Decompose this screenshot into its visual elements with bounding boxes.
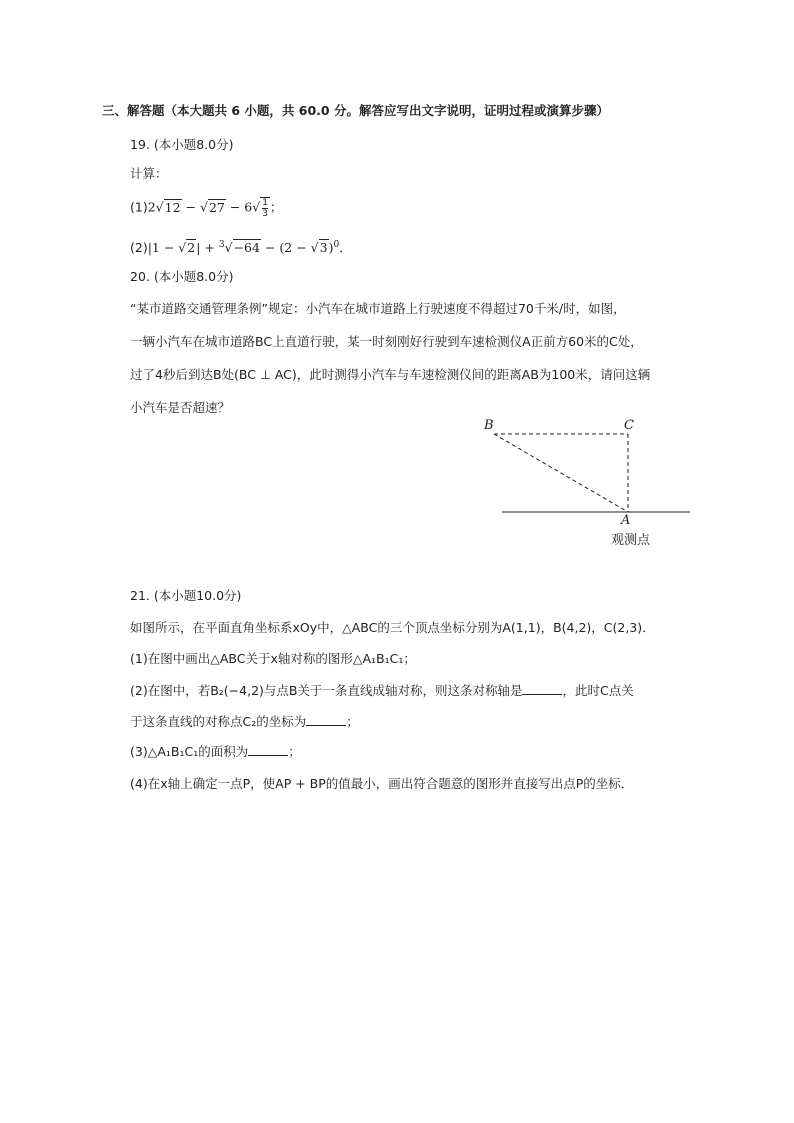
q19-item1-label: (1): [130, 199, 148, 215]
answer-blank-area[interactable]: [248, 743, 288, 756]
q20-line4: 小汽车是否超速？: [130, 400, 231, 415]
answer-blank-axis[interactable]: [522, 682, 562, 695]
q21-line5: [130, 743, 301, 761]
q19-item2-label: (2): [130, 240, 148, 256]
label-B: B: [484, 418, 494, 433]
q21-line6: (4)在x轴上确定一点P，使AP + BP的值最小，画出符合题意的图形并直接写出点P的坐标．: [130, 776, 634, 791]
figure-caption: 观测点: [611, 533, 651, 548]
q20-header: 20. (本小题8.0分): [130, 269, 234, 284]
q20-line2: 一辆小汽车在城市道路BC上直道行驶，某一时刻刚好行驶到车速检测仪A正前方60米的C处，: [130, 334, 643, 349]
q21-line5-a: (3)△A₁B₁C₁的面积为: [130, 744, 249, 759]
q19-item1: (1)2√12 − √27 − 6√ $\frac{1}{3}$ ；: [130, 198, 283, 219]
q21-line2: (1)在图中画出△ABC关于x轴对称的图形△A₁B₁C₁；: [130, 651, 416, 666]
q21-header: 21. (本小题10.0分): [130, 588, 242, 603]
q20-line1: “某市道路交通管理条例”规定：小汽车在城市道路上行驶速度不得超过70千米/时，如图，: [130, 301, 626, 316]
q21-line3-b: ，此时C点关: [562, 683, 634, 698]
q20-line3: 过了4秒后到达B处(BC ⊥ AC)，此时测得小汽车与车速检测仪间的距离AB为100米，请问这辆: [130, 367, 651, 382]
q21-line3: [130, 682, 634, 700]
label-C: C: [624, 418, 634, 433]
section-header: 三、解答题（本大题共 6 小题，共 60.0 分。解答应写出文字说明，证明过程或演算步骤）: [102, 103, 609, 118]
q19-item2: $(2)|1 - √2| + ^3√-64 - (2 - √3)^0$．: [130, 240, 352, 256]
q21-line4-a: 于这条直线的对称点C₂的坐标为: [130, 714, 307, 729]
q21-line3-a: (2)在图中，若B₂(−4,2)与点B关于一条直线成轴对称，则这条对称轴是: [130, 683, 523, 698]
q19-prompt: 计算：: [130, 166, 168, 181]
label-A: A: [621, 513, 631, 528]
q21-line1: 如图所示，在平面直角坐标系xOy中，△ABC的三个顶点坐标分别为A(1,1)，B(4,2)，C(2,3)．: [130, 620, 655, 635]
q20-figure: [478, 414, 698, 550]
answer-blank-c2[interactable]: [306, 713, 346, 726]
q20-figure-svg: [478, 414, 698, 550]
q21-line4-b: ；: [346, 714, 359, 729]
segment-BA: [494, 434, 628, 512]
q21-line4: [130, 713, 359, 731]
q21-line5-b: ；: [288, 744, 301, 759]
q19-header: 19. (本小题8.0分): [130, 137, 234, 152]
